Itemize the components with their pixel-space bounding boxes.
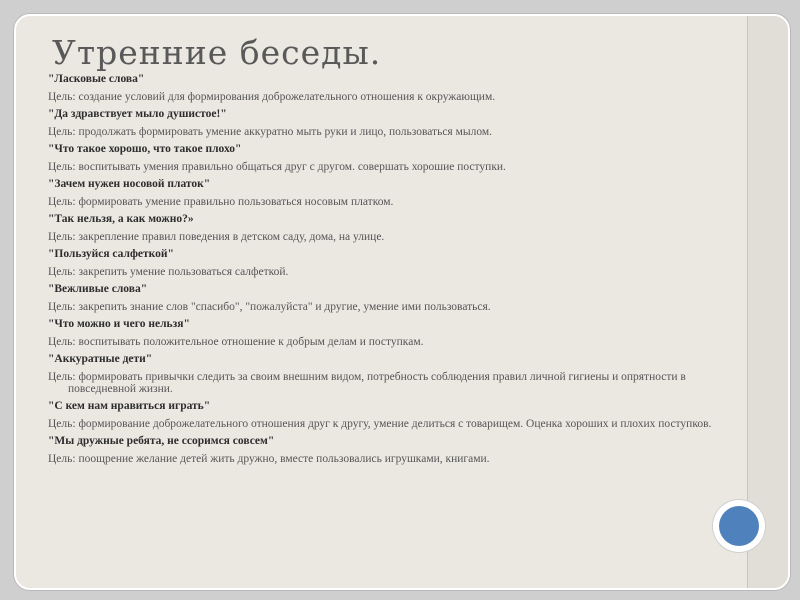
conversation-title: "Что можно и чего нельзя" xyxy=(48,318,190,330)
conversation-goal: Цель: формировать привычки следить за своим внешним видом, потребность соблюдения правил личной гигиены и опрятности в повседневной жизни. xyxy=(48,371,686,395)
slide-title: Утренние беседы. xyxy=(52,33,382,72)
conversation-item xyxy=(48,178,718,208)
conversation-goal: Цель: воспитывать умения правильно общаться друг с другом. совершать хорошие поступки. xyxy=(48,161,506,173)
slide-frame xyxy=(14,14,790,590)
conversation-title: "Аккуратные дети" xyxy=(48,353,153,365)
conversation-item xyxy=(48,318,718,348)
conversation-goal: Цель: формировать умение правильно пользоваться носовым платком. xyxy=(48,196,394,208)
conversation-title: "Что такое хорошо, что такое плохо" xyxy=(48,143,242,155)
conversation-title: "Так нельзя, а как можно?» xyxy=(48,213,194,225)
conversation-item xyxy=(48,73,718,103)
conversation-goal: Цель: закрепление правил поведения в детском саду, дома, на улице. xyxy=(48,231,385,243)
conversation-title: "Да здравствует мыло душистое!" xyxy=(48,108,227,120)
conversation-item xyxy=(48,353,718,395)
decorative-circle-ring xyxy=(713,500,765,552)
conversation-title: "С кем нам нравиться играть" xyxy=(48,400,211,412)
conversation-item xyxy=(48,108,718,138)
conversation-goal: Цель: закрепить умение пользоваться салфеткой. xyxy=(48,266,289,278)
conversation-goal: Цель: продолжать формировать умение аккуратно мыть руки и лицо, пользоваться мылом. xyxy=(48,126,493,138)
conversation-item xyxy=(48,283,718,313)
conversation-goal: Цель: создание условий для формирования доброжелательного отношения к окружающим. xyxy=(48,91,496,103)
conversation-goal: Цель: воспитывать положительное отношение к добрым делам и поступкам. xyxy=(48,336,424,348)
conversation-list xyxy=(48,73,718,470)
conversation-goal: Цель: закрепить знание слов "спасибо", "пожалуйста" и другие, умение ими пользоваться. xyxy=(48,301,491,313)
conversation-goal: Цель: поощрение желание детей жить дружно, вместе пользовались игрушками, книгами. xyxy=(48,453,490,465)
conversation-goal: Цель: формирование доброжелательного отношения друг к другу, умение делиться с товарищем. Оценка хороших и плохих поступков. xyxy=(48,418,712,430)
conversation-item xyxy=(48,435,718,465)
conversation-item xyxy=(48,213,718,243)
right-decorative-band xyxy=(748,16,788,588)
conversation-item xyxy=(48,248,718,278)
conversation-item xyxy=(48,143,718,173)
conversation-title: "Ласковые слова" xyxy=(48,73,145,85)
conversation-title: "Мы дружные ребята, не ссоримся совсем" xyxy=(48,435,275,447)
decorative-circle-icon xyxy=(719,506,759,546)
conversation-title: "Пользуйся салфеткой" xyxy=(48,248,174,260)
conversation-item xyxy=(48,400,718,430)
conversation-title: "Зачем нужен носовой платок" xyxy=(48,178,211,190)
conversation-title: "Вежливые слова" xyxy=(48,283,148,295)
